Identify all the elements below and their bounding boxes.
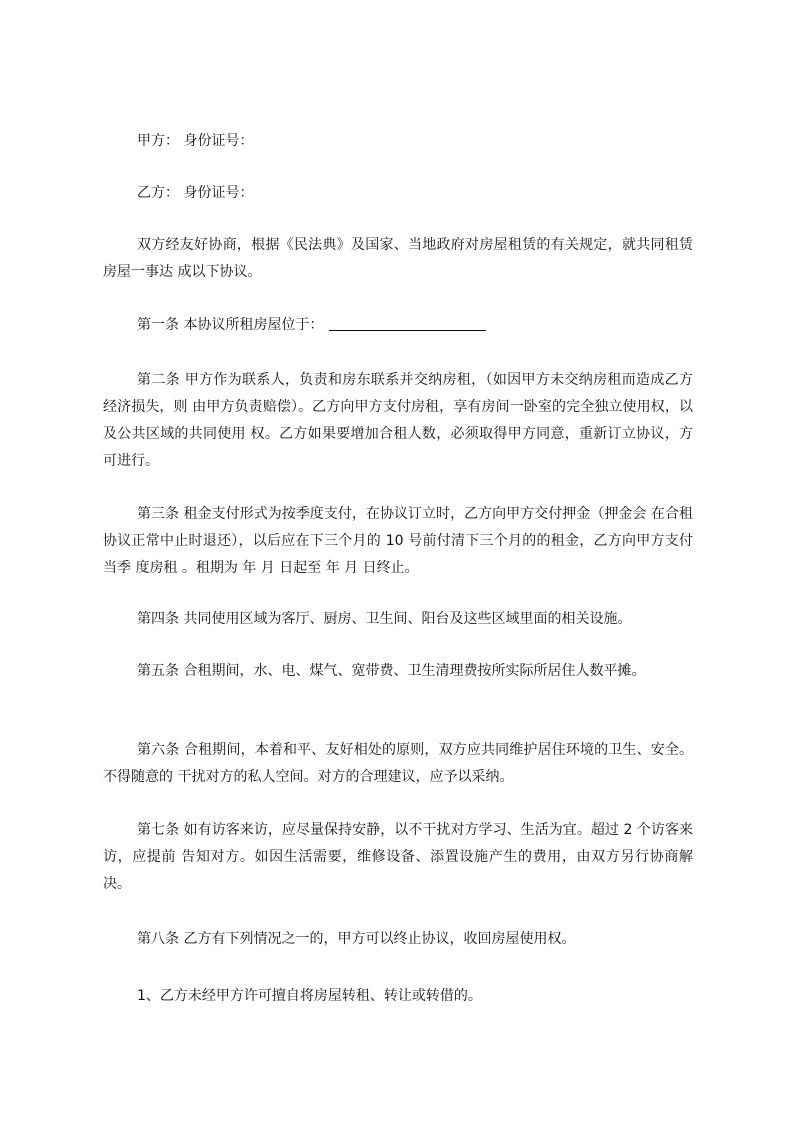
article-1-text: 第一条 本协议所租房屋位于： — [137, 317, 324, 333]
preamble-paragraph: 双方经友好协商，根据《民法典》及国家、当地政府对房屋租赁的有关规定，就共同租赁房屋一事达 成以下协议。 — [103, 237, 693, 280]
article-1-paragraph — [103, 312, 693, 339]
article-7-paragraph: 第七条 如有访客来访，应尽量保持安静，以不干扰对方学习、生活为宜。超过 2 个访客来访，应提前 告知对方。如因生活需要，维修设备、添置设施产生的费用，由双方另行协商解决。 — [103, 822, 693, 892]
address-blank-line — [329, 316, 486, 331]
article-8-paragraph: 第八条 乙方有下列情况之一的，甲方可以终止协议，收回房屋使用权。 — [137, 931, 576, 947]
article-3-paragraph: 第三条 租金支付形式为按季度支付，在协议订立时，乙方向甲方交付押金（押金会 在合租协议正常中止时退还），以后应在下三个月的 10 号前付清下三个月的的租金，乙方向甲方支付当季 度房租 。租期为 年 月 日起至 年 月 日终止。 — [103, 506, 693, 576]
article-2-paragraph: 第二条 甲方作为联系人，负责和房东联系并交纳房租，（如因甲方未交纳房租而造成乙方经济损失，则 由甲方负责赔偿）。乙方向甲方支付房租，享有房间一卧室的完全独立使用权，以及公共区域的共同使用 权。乙方如果要增加合租人数，必须取得甲方同意，重新订立协议，方可进行。 — [103, 372, 693, 469]
article-6-paragraph: 第六条 合租期间，本着和平、友好相处的原则，双方应共同维护居住环境的卫生、安全。不得随意的 干扰对方的私人空间。对方的合理建议，应予以采纳。 — [103, 742, 693, 785]
article-5-paragraph: 第五条 合租期间，水、电、煤气、宽带费、卫生清理费按所实际所居住人数平摊。 — [137, 663, 646, 679]
article-4-paragraph: 第四条 共同使用区域为客厅、厨房、卫生间、阳台及这些区域里面的相关设施。 — [137, 611, 632, 627]
party-a-line: 甲方： 身份证号： — [137, 133, 254, 149]
party-b-line: 乙方： 身份证号： — [137, 185, 254, 201]
list-item-1: 1、乙方未经甲方许可擅自将房屋转租、转让或转借的。 — [137, 988, 482, 1004]
